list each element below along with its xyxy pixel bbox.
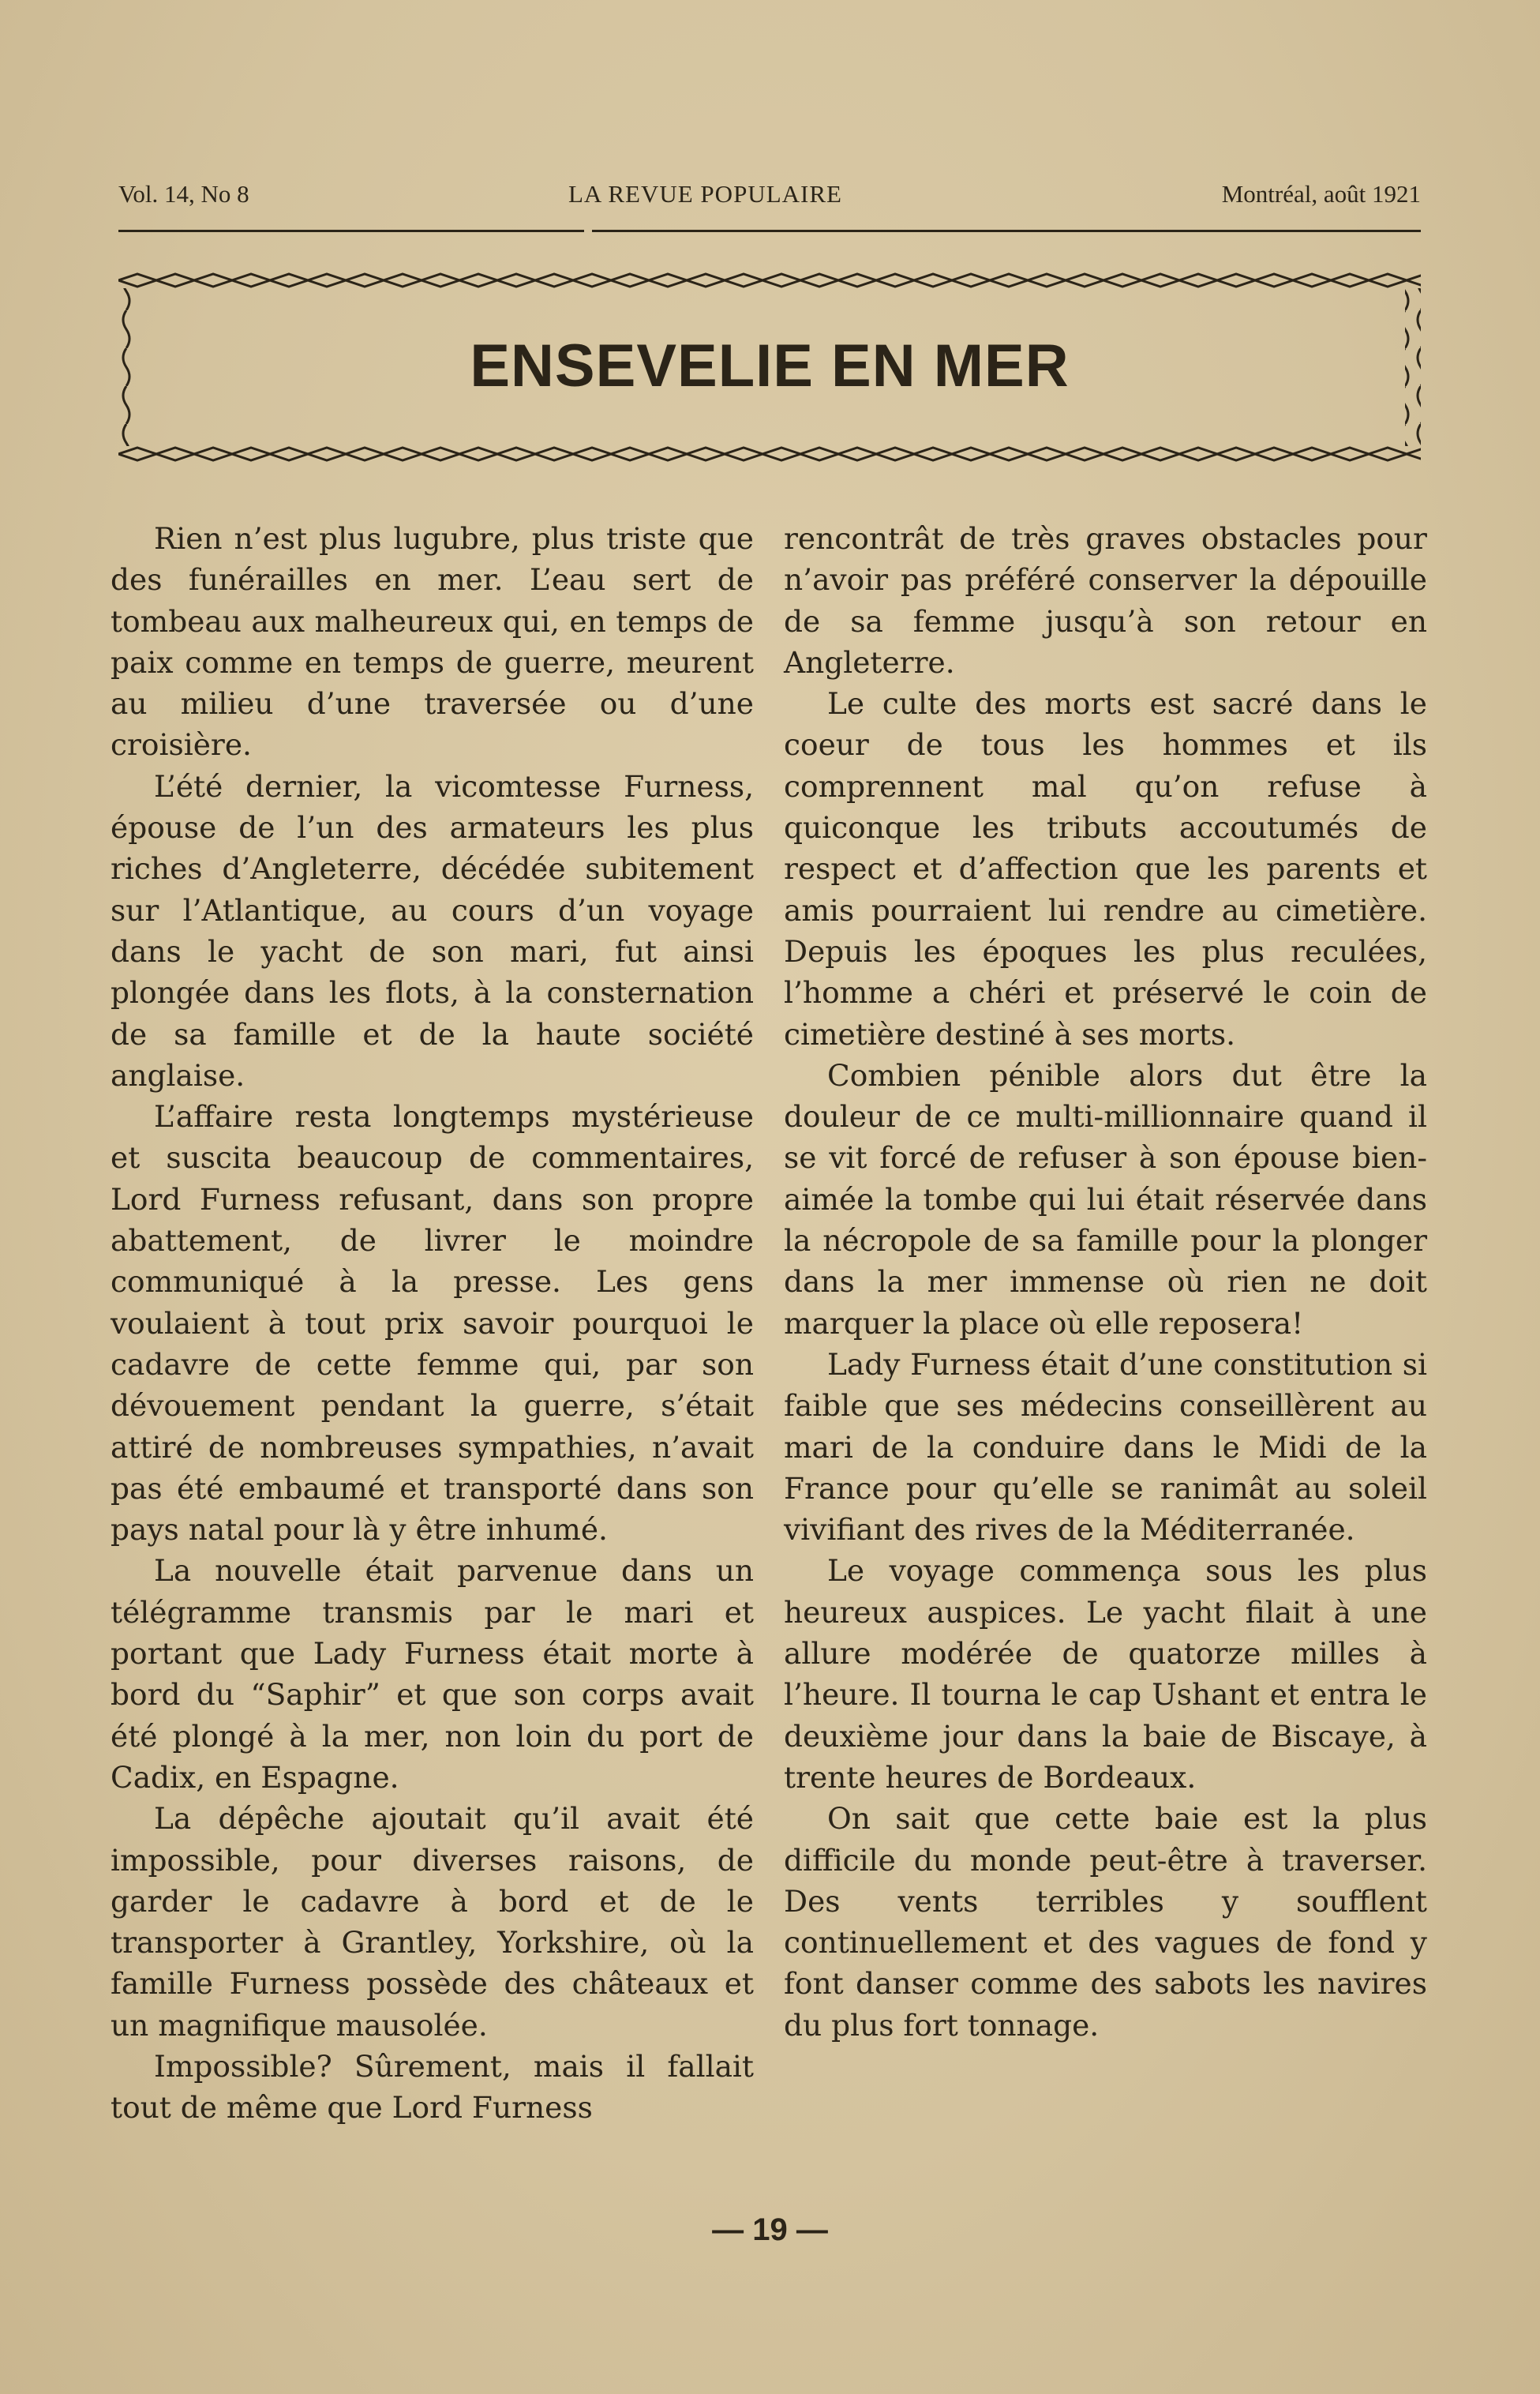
header-rule-right xyxy=(592,230,1421,232)
paragraph: Le voyage commença sous les plus heureux auspices. Le yacht filait à une allure modérée de quatorze milles à l’heure. Il tourna le cap Ushant et entra le deuxième jour dans la baie de Biscaye, à trente heures de Bordeaux. xyxy=(784,1553,1427,1795)
publication-name: LA REVUE POPULAIRE xyxy=(568,180,842,208)
header-rule-left xyxy=(118,230,584,232)
paragraph: La dépêche ajoutait qu’il avait été impossible, pour diverses raisons, de garder le cadavre à bord et de le transporter à Grantley, Yorkshire, où la famille Furness possède des châteaux et un magnifique mausolée. xyxy=(111,1801,754,2043)
paragraph: L’été dernier, la vicomtesse Furness, épouse de l’un des armateurs les plus riches d’Angleterre, décédée subitement sur l’Atlantique, au cours d’un voyage dans le yacht de son mari, fut ainsi plongée dans les flots, à la consternation de sa famille et de la haute société anglaise. xyxy=(111,768,754,1093)
running-header xyxy=(118,180,1421,212)
paragraph: Impossible? Sûrement, mais il fallait tout de même que Lord Furness xyxy=(111,2048,754,2126)
paragraph: rencontrât de très graves obstacles pour n’avoir pas préféré conserver la dépouille de sa femme jusqu’à son retour en Angleterre. xyxy=(784,521,1427,680)
paragraph: Rien n’est plus lugubre, plus triste que des funérailles en mer. L’eau sert de tombeau aux malheureux qui, en temps de paix comme en temps de guerre, meurent au milieu d’une traversée ou d’une croisière. xyxy=(111,521,754,763)
paragraph: L’affaire resta longtemps mystérieuse et suscita beaucoup de commentaires, Lord Furness refusant, dans son propre abattement, de livrer le moindre communiqué à la presse. Les gens voulaient à tout prix savoir pourquoi le cadavre de cette femme qui, par son dévouement pendant la guerre, s’était attiré de nombreuses sympathies, n’avait pas été embaumé et transporté dans son pays natal pour là y être inhumé. xyxy=(111,1099,754,1548)
volume-number: Vol. 14, No 8 xyxy=(118,180,249,208)
article-title: ENSEVELIE EN MER xyxy=(470,332,1070,400)
paragraph: Combien pénible alors dut être la douleur de ce multi-millionnaire quand il se vit forcé de refuser à son épouse bien-aimée la tombe qui lui était réservée dans la nécropole de sa famille pour la plonger dans la mer immense où rien ne doit marquer la place où elle reposera! xyxy=(784,1057,1427,1341)
paragraph: Lady Furness était d’une constitution si faible que ses médecins conseillèrent au mari de la conduire dans le Midi de la France pour qu’elle se ranimât au soleil vivifiant des rives de la Méditerranée. xyxy=(784,1346,1427,1548)
text-column-right xyxy=(784,518,1427,2046)
text-column-left xyxy=(111,518,754,2129)
place-date: Montréal, août 1921 xyxy=(1221,180,1421,208)
paragraph: Le culte des morts est sacré dans le coeur de tous les hommes et ils comprennent mal qu’on refuse à quiconque les tributs accoutumés de respect et d’affection que les parents et amis pourraient lui rendre au cimetière. Depuis les époques les plus reculées, l’homme a chéri et préservé le coin de cimetière destiné à ses morts. xyxy=(784,686,1427,1052)
page-number: — 19 — xyxy=(712,2212,828,2247)
paragraph: On sait que cette baie est la plus difficile du monde peut-être à traverser. Des vents terribles y soufflent continuellement et des vagues de fond y font danser comme des sabots les navires du plus fort tonnage. xyxy=(784,1801,1427,2043)
paragraph: La nouvelle était parvenue dans un télégramme transmis par le mari et portant que Lady Furness était morte à bord du “Saphir” et que son corps avait été plongé à la mer, non loin du port de Cadix, en Espagne. xyxy=(111,1553,754,1795)
title-frame xyxy=(118,272,1421,462)
